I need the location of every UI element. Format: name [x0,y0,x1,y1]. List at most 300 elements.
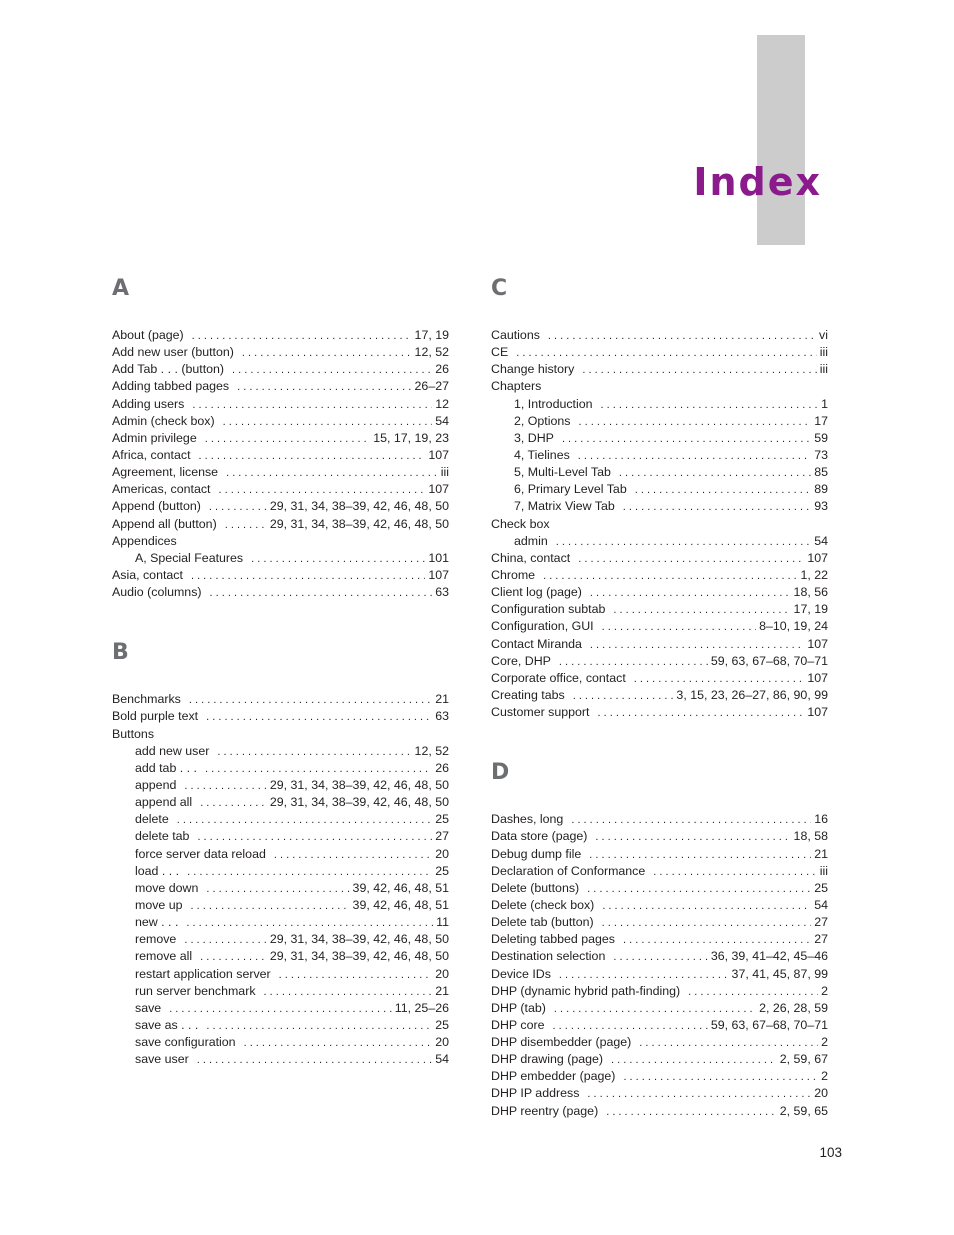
dot-leader [197,1052,432,1069]
dot-leader [192,328,412,345]
entry-pages: 20 [435,1035,449,1050]
dot-leader [264,984,433,1001]
entry-pages: 2 [821,1069,828,1084]
dot-leader [205,761,432,778]
entry-term: Audio (columns) [112,585,202,600]
entry-term: restart application server [135,966,271,981]
entry-pages: 25 [814,880,828,895]
entry-pages: 1 [821,396,828,411]
entry-term: Benchmarks [112,692,181,707]
index-entry [112,396,449,413]
index-subentry [491,464,828,481]
index-column-right [491,270,828,1120]
section-letter: D [491,760,510,786]
entry-pages: 27 [814,915,828,930]
entry-pages: 85 [814,465,828,480]
entry-term: DHP embedder (page) [491,1069,616,1084]
entry-term: Appendices [112,533,177,548]
dot-leader [587,881,811,898]
index-entry [491,344,828,361]
entry-term: Americas, contact [112,482,211,497]
index-entry [491,931,828,948]
entry-term: CE [491,345,509,360]
dot-leader [242,345,412,362]
entry-term: new . . . [135,915,179,930]
entry-term: DHP (tab) [491,1000,546,1015]
index-entry [112,726,449,743]
index-subentry [112,863,449,880]
entry-pages: 12 [435,396,449,411]
index-entry [112,691,449,708]
entry-list [112,327,449,601]
dot-leader [601,397,819,414]
page-title: Index [693,160,822,204]
entry-list [491,327,828,721]
index-subentry [112,966,449,983]
entry-pages: 93 [814,499,828,514]
entry-pages: 27 [814,932,828,947]
index-subentry [112,828,449,845]
dot-leader [199,448,426,465]
index-subentry [112,1017,449,1034]
entry-pages: 54 [814,533,828,548]
entry-pages: 27 [435,829,449,844]
chapter-tab-marker [757,35,805,245]
entry-pages: 20 [435,966,449,981]
entry-pages: 101 [428,550,449,565]
entry-term: Data store (page) [491,829,588,844]
entry-term: Add Tab . . . (button) [112,362,225,377]
index-subentry [112,743,449,760]
entry-term: Destination selection [491,949,606,964]
entry-pages: 21 [435,692,449,707]
entry-term: Africa, contact [112,447,191,462]
entry-pages: 18, 56 [793,585,828,600]
entry-term: Append all (button) [112,516,217,531]
index-subentry [491,498,828,515]
entry-term: save as . . . [135,1017,199,1032]
entry-term: Add new user (button) [112,345,234,360]
entry-pages: 2, 26, 28, 59 [759,1000,828,1015]
entry-pages: 29, 31, 34, 38–39, 42, 46, 48, 50 [269,777,449,792]
entry-term: Change history [491,362,575,377]
dot-leader [232,362,432,379]
index-entry [491,1085,828,1102]
dot-leader [552,1018,707,1035]
dot-leader [623,499,811,516]
entry-pages: 1, 22 [800,567,828,582]
dot-leader [556,534,811,551]
dot-leader [187,864,432,881]
page-number: 103 [819,1145,842,1160]
dot-leader [184,778,267,795]
index-subentry [112,550,449,567]
entry-term: Configuration subtab [491,602,606,617]
dot-leader [206,881,349,898]
dot-leader [177,812,432,829]
dot-leader [197,829,432,846]
entry-term: DHP drawing (page) [491,1052,604,1067]
dot-leader [516,345,817,362]
index-entry [112,413,449,430]
entry-term: A, Special Features [135,550,244,565]
index-entry [491,1034,828,1051]
index-subentry [491,481,828,498]
entry-term: Delete (check box) [491,897,595,912]
dot-leader [619,465,811,482]
dot-leader [192,397,432,414]
entry-list [112,691,449,1068]
entry-term: Delete tab (button) [491,915,594,930]
entry-pages: 29, 31, 34, 38–39, 42, 46, 48, 50 [269,516,449,531]
dot-leader [244,1035,433,1052]
dot-leader [554,1001,756,1018]
entry-term: 4, Tielines [514,447,570,462]
entry-pages: 20 [814,1086,828,1101]
dot-leader [548,328,816,345]
dot-leader [559,967,729,984]
dot-leader [602,619,756,636]
dot-leader [606,1104,777,1121]
index-entry [112,464,449,481]
entry-list [491,811,828,1120]
entry-term: Cautions [491,328,540,342]
index-section-d [491,754,828,1120]
entry-term: Customer support [491,705,590,720]
entry-term: Deleting tabbed pages [491,932,616,947]
index-entry [491,828,828,845]
entry-pages: 2, 59, 65 [779,1103,828,1118]
entry-term: DHP disembedder (page) [491,1035,632,1050]
entry-term: Agreement, license [112,465,219,480]
dot-leader [223,414,433,431]
index-subentry [491,413,828,430]
entry-term: DHP core [491,1017,545,1032]
entry-term: add new user [135,743,210,758]
dot-leader [590,637,804,654]
dot-leader [578,448,811,465]
entry-term: Chrome [491,567,536,582]
entry-term: Dashes, long [491,812,564,827]
index-entry [491,670,828,687]
entry-pages: 107 [807,705,828,720]
entry-term: add tab . . . [135,760,197,775]
entry-term: 2, Options [514,413,571,428]
index-section-c [491,270,828,721]
dot-leader [274,847,432,864]
entry-pages: 107 [807,550,828,565]
index-entry [491,846,828,863]
index-entry [491,1068,828,1085]
entry-pages: 21 [814,846,828,861]
entry-pages: 63 [435,709,449,724]
entry-term: save configuration [135,1035,236,1050]
dot-leader [191,898,350,915]
index-entry [491,378,828,395]
dot-leader [210,585,433,602]
index-entry [491,361,828,378]
entry-pages: 2 [821,983,828,998]
entry-term: Admin (check box) [112,413,215,428]
entry-pages: iii [440,465,449,480]
dot-leader [573,688,674,705]
index-subentry [112,811,449,828]
entry-pages: 18, 58 [793,829,828,844]
dot-leader [189,692,432,709]
entry-term: remove [135,932,177,947]
dot-leader [191,568,425,585]
dot-leader [543,568,797,585]
entry-pages: 39, 42, 46, 48, 51 [352,880,449,895]
index-subentry [112,948,449,965]
entry-term: Creating tabs [491,687,565,702]
entry-pages: 29, 31, 34, 38–39, 42, 46, 48, 50 [269,499,449,514]
dot-leader [613,949,708,966]
dot-leader [597,705,804,722]
entry-pages: 59, 63, 67–68, 70–71 [710,1017,828,1032]
dot-leader [209,499,267,516]
entry-term: Delete (buttons) [491,880,580,895]
section-letter: A [112,276,130,301]
index-subentry [112,777,449,794]
dot-leader [582,362,816,379]
index-entry [491,636,828,653]
index-entry [112,567,449,584]
dot-leader [639,1035,818,1052]
entry-pages: 54 [814,897,828,912]
index-entry [491,914,828,931]
dot-leader [251,551,425,568]
entry-pages: 63 [435,585,449,600]
index-entry [112,516,449,533]
dot-leader [578,551,804,568]
entry-pages: 59 [814,430,828,445]
entry-pages: iii [819,345,828,360]
dot-leader [590,585,791,602]
entry-term: remove all [135,949,193,964]
entry-pages: 29, 31, 34, 38–39, 42, 46, 48, 50 [269,932,449,947]
entry-pages: 17, 19 [793,602,828,617]
entry-term: China, contact [491,550,571,565]
index-entry [491,1000,828,1017]
entry-pages: 29, 31, 34, 38–39, 42, 46, 48, 50 [269,949,449,964]
entry-term: Declaration of Conformance [491,863,646,878]
dot-leader [169,1001,392,1018]
index-subentry [112,760,449,777]
entry-term: Chapters [491,379,542,394]
index-entry [491,550,828,567]
entry-term: Configuration, GUI [491,619,594,634]
entry-term: Device IDs [491,966,551,981]
entry-pages: 26 [435,362,449,377]
dot-leader [595,829,790,846]
entry-pages: 107 [428,567,449,582]
entry-pages: iii [819,863,828,878]
entry-pages: 17, 19 [414,328,449,342]
dot-leader [623,1069,818,1086]
dot-leader [218,482,425,499]
dot-leader [578,414,811,431]
entry-pages: 16 [814,812,828,827]
entry-pages: 36, 39, 41–42, 45–46 [710,949,828,964]
index-subentry [491,430,828,447]
index-subentry [112,1034,449,1051]
entry-term: Admin privilege [112,430,197,445]
dot-leader [206,709,432,726]
dot-leader [587,1086,811,1103]
entry-term: move up [135,897,183,912]
dot-leader [635,482,811,499]
index-entry [112,327,449,344]
entry-pages: 107 [428,482,449,497]
entry-term: 6, Primary Level Tab [514,482,627,497]
entry-pages: 54 [435,1052,449,1067]
index-entry [112,708,449,725]
entry-term: load . . . [135,863,180,878]
index-subentry [112,983,449,1000]
index-entry [112,481,449,498]
index-entry [491,1051,828,1068]
index-entry [112,447,449,464]
entry-term: Bold purple text [112,709,199,724]
entry-pages: 26 [435,760,449,775]
dot-leader [613,602,790,619]
entry-term: append [135,777,177,792]
entry-pages: 8–10, 19, 24 [759,619,828,634]
index-subentry [491,447,828,464]
entry-pages: 11 [436,915,449,930]
entry-pages: 26–27 [414,379,449,394]
entry-term: delete [135,812,169,827]
index-entry [491,948,828,965]
section-letter: C [491,276,508,301]
dot-leader [205,431,370,448]
index-entry [491,687,828,704]
dot-leader [611,1052,777,1069]
index-entry [491,327,828,344]
entry-pages: 2, 59, 67 [779,1052,828,1067]
dot-leader [200,949,267,966]
index-entry [491,618,828,635]
entry-pages: 25 [435,1017,449,1032]
entry-term: Adding tabbed pages [112,379,230,394]
dot-leader [653,864,816,881]
dot-leader [571,812,811,829]
dot-leader [226,465,438,482]
entry-pages: 107 [807,636,828,651]
index-subentry [112,1000,449,1017]
index-entry [491,516,828,533]
entry-pages: 25 [435,863,449,878]
entry-term: Core, DHP [491,653,551,668]
entry-term: Asia, contact [112,567,183,582]
dot-leader [184,932,267,949]
section-letter: B [112,640,129,666]
entry-pages: 21 [435,983,449,998]
dot-leader [206,1018,432,1035]
dot-leader [279,967,433,984]
dot-leader [602,898,811,915]
index-entry [112,378,449,395]
dot-leader [237,379,411,396]
dot-leader [217,744,411,761]
index-entry [491,966,828,983]
dot-leader [602,915,812,932]
entry-pages: 59, 63, 67–68, 70–71 [710,653,828,668]
index-subentry [491,396,828,413]
entry-pages: 2 [821,1035,828,1050]
entry-term: move down [135,880,199,895]
entry-pages: 29, 31, 34, 38–39, 42, 46, 48, 50 [269,795,449,810]
entry-term: 1, Introduction [514,396,593,411]
entry-term: Append (button) [112,499,201,514]
entry-term: About (page) [112,328,184,342]
index-entry [491,1103,828,1120]
dot-leader [688,984,818,1001]
entry-pages: 54 [435,413,449,428]
index-entry [491,584,828,601]
entry-pages: 15, 17, 19, 23 [373,430,449,445]
entry-pages: 25 [435,812,449,827]
entry-term: run server benchmark [135,983,256,998]
entry-term: Client log (page) [491,585,582,600]
entry-term: delete tab [135,829,190,844]
index-entry [491,811,828,828]
dot-leader [589,847,811,864]
entry-pages: vi [819,328,828,342]
entry-pages: 12, 52 [414,345,449,360]
index-entry [112,584,449,601]
entry-pages: 20 [435,846,449,861]
entry-term: save user [135,1052,189,1067]
entry-pages: 37, 41, 45, 87, 99 [731,966,828,981]
entry-pages: 89 [814,482,828,497]
entry-pages: 3, 15, 23, 26–27, 86, 90, 99 [676,687,828,702]
dot-leader [634,671,805,688]
index-subentry [112,931,449,948]
index-entry [491,653,828,670]
index-entry [491,880,828,897]
index-entry [491,863,828,880]
index-section-a [112,270,449,601]
entry-term: DHP IP address [491,1086,580,1101]
index-entry [112,361,449,378]
entry-term: Corporate office, contact [491,670,626,685]
index-entry [491,601,828,618]
index-subentry [112,880,449,897]
entry-pages: 39, 42, 46, 48, 51 [352,897,449,912]
index-entry [112,430,449,447]
entry-pages: 17 [814,413,828,428]
entry-pages: 12, 52 [414,743,449,758]
entry-pages: 73 [814,447,828,462]
index-subentry [112,846,449,863]
entry-term: Buttons [112,726,155,741]
entry-term: Debug dump file [491,846,582,861]
index-subentry [491,533,828,550]
entry-term: Adding users [112,396,185,411]
entry-term: admin [514,533,548,548]
entry-term: 7, Matrix View Tab [514,499,615,514]
index-subentry [112,1051,449,1068]
index-entry [491,897,828,914]
index-section-b [112,634,449,1068]
entry-term: force server data reload [135,846,266,861]
entry-pages: iii [819,362,828,377]
index-entry [491,704,828,721]
dot-leader [225,517,267,534]
entry-term: append all [135,795,193,810]
